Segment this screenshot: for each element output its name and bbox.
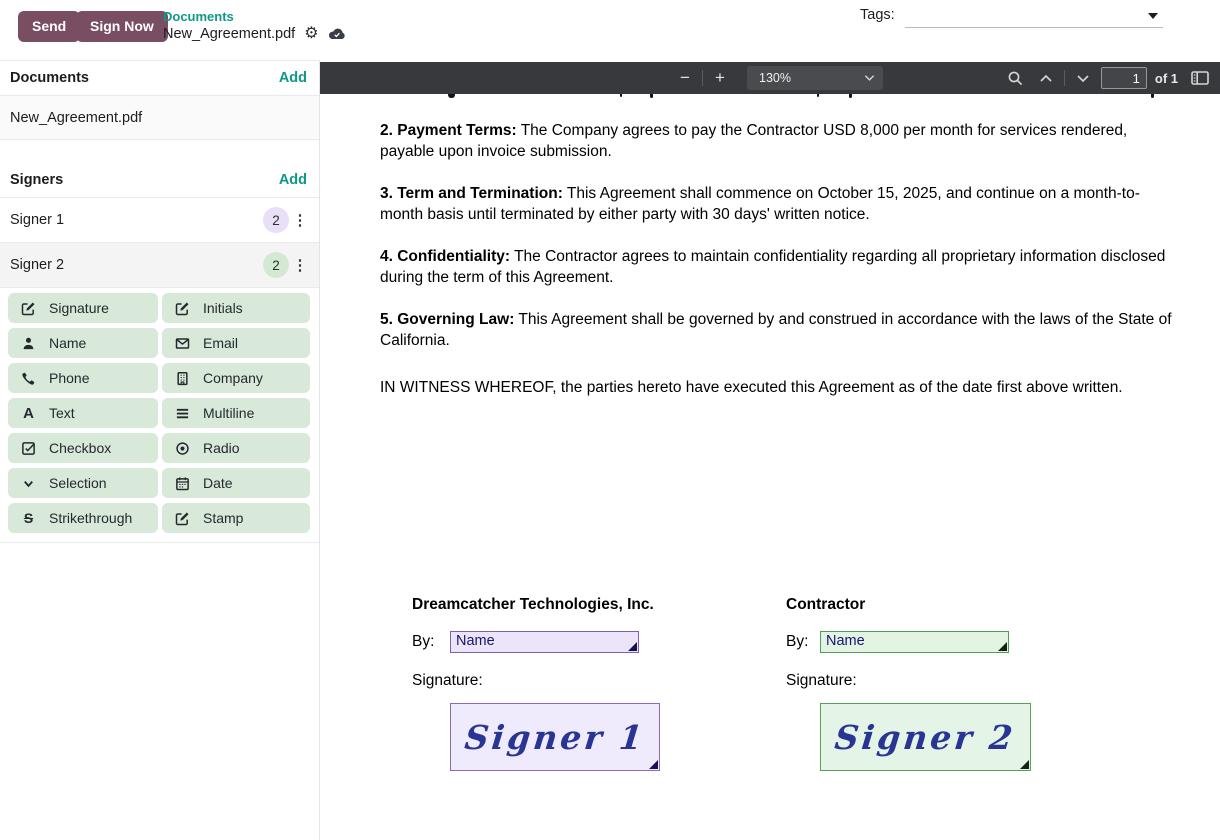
document-list-item[interactable]: New_Agreement.pdf	[0, 96, 319, 140]
field-button-strikethrough[interactable]	[8, 503, 158, 533]
signer-field-count-badge: 2	[263, 252, 289, 278]
resize-handle[interactable]	[1020, 760, 1029, 769]
sign-now-button[interactable]: Sign Now	[76, 11, 168, 42]
signer-name: Signer 1	[10, 212, 65, 228]
calendar-icon	[175, 476, 190, 491]
multiline-icon	[175, 406, 190, 421]
chevron-down-icon	[21, 476, 36, 491]
tags-control	[860, 6, 895, 24]
field-button-label: Initials	[203, 300, 243, 316]
gear-icon[interactable]: ⚙	[304, 25, 319, 42]
zoom-in-button[interactable]: +	[707, 65, 733, 91]
page-total-label: of 1	[1154, 70, 1178, 86]
signature-label: Signature:	[412, 672, 483, 689]
app-header	[0, 0, 1220, 60]
search-icon[interactable]	[1004, 66, 1028, 90]
field-button-stamp[interactable]	[162, 503, 310, 533]
toolbar-divider	[702, 70, 703, 86]
tags-label: Tags:	[860, 7, 895, 23]
field-button-label: Multiline	[203, 405, 255, 421]
resize-handle[interactable]	[628, 642, 637, 651]
field-button-company[interactable]	[162, 363, 310, 393]
signers-title: Signers	[10, 172, 64, 188]
thumbnails-panel-icon[interactable]	[1188, 66, 1212, 90]
field-button-label: Strikethrough	[49, 510, 133, 526]
chevron-down-icon	[864, 74, 875, 82]
page-controls	[1004, 62, 1212, 94]
documents-section-header	[0, 61, 319, 96]
signature-field-signer1[interactable]	[450, 703, 660, 771]
kebab-menu-icon[interactable]: ⋮	[292, 212, 308, 229]
signature-label: Signature:	[786, 672, 857, 689]
clause-heading: 5. Governing Law:	[380, 311, 515, 328]
pdf-toolbar	[320, 62, 1220, 94]
signers-section-header	[0, 163, 319, 198]
name-field-value: Name	[826, 633, 865, 649]
building-icon	[175, 371, 190, 386]
field-button-multiline[interactable]	[162, 398, 310, 428]
clause-heading: 2. Payment Terms:	[380, 122, 517, 139]
signature-script-text: Signer 2	[833, 717, 1018, 757]
field-button-label: Phone	[49, 370, 90, 386]
next-page-icon[interactable]	[1071, 66, 1095, 90]
documents-title: Documents	[10, 70, 89, 86]
field-button-date[interactable]	[162, 468, 310, 498]
radio-icon	[175, 441, 190, 456]
page-number-input[interactable]	[1101, 67, 1147, 89]
signature-field-signer2[interactable]	[820, 703, 1031, 771]
stamp-icon	[175, 511, 190, 526]
by-label: By:	[786, 633, 809, 650]
field-button-label: Email	[203, 335, 239, 351]
initials-icon	[175, 301, 190, 316]
witness-text: IN WITNESS WHEREOF, the parties hereto have executed this Agreement as of the date first above written.	[380, 379, 1123, 397]
zoom-out-button[interactable]: −	[672, 65, 698, 91]
zoom-level-value: 130%	[759, 71, 791, 85]
field-button-label: Company	[203, 370, 263, 386]
field-button-text[interactable]	[8, 398, 158, 428]
add-signer-link[interactable]: Add	[278, 172, 307, 188]
signature-block	[320, 94, 1220, 840]
clause-heading: 4. Confidentiality:	[380, 248, 511, 265]
field-button-label: Radio	[203, 440, 240, 456]
field-button-label: Checkbox	[49, 440, 112, 456]
field-button-label: Signature	[49, 300, 109, 316]
kebab-menu-icon[interactable]: ⋮	[292, 257, 308, 274]
tags-dropdown[interactable]	[905, 6, 1163, 28]
filename-row	[163, 26, 346, 42]
name-field-signer2[interactable]	[820, 631, 1009, 653]
field-button-signature[interactable]	[8, 293, 158, 323]
clause-text: The Company agrees to pay the Contractor USD 8,000 per month for services rendered, payable upon invoice submission.	[380, 122, 1128, 161]
send-button[interactable]: Send	[18, 11, 80, 42]
envelope-icon	[175, 336, 190, 351]
resize-handle[interactable]	[998, 642, 1007, 651]
field-button-name[interactable]	[8, 328, 158, 358]
strikethrough-icon: S	[23, 510, 34, 526]
add-document-link[interactable]: Add	[278, 70, 307, 86]
previous-page-icon[interactable]	[1034, 66, 1058, 90]
field-buttons-grid	[0, 288, 319, 543]
document-filename: New_Agreement.pdf	[163, 26, 296, 42]
field-button-label: Name	[49, 335, 87, 351]
signer-name: Signer 2	[10, 257, 65, 273]
sidebar	[0, 60, 320, 840]
field-button-checkbox[interactable]	[8, 433, 158, 463]
clause-text: The Contractor agrees to maintain confidentiality regarding all proprietary information disclosed during the term of this Agreement.	[380, 248, 1166, 287]
by-label: By:	[412, 633, 435, 650]
clause-text: This Agreement shall commence on October 15, 2025, and continue on a month-to-month basis until terminated by either party with 30 days' written notice.	[380, 185, 1140, 224]
cloud-check-icon	[328, 27, 346, 41]
tags-caret-icon	[1148, 13, 1158, 19]
clause-text: This Agreement shall be governed by and construed in accordance with the laws of the State of California.	[380, 311, 1172, 350]
party-name-contractor: Contractor	[786, 596, 866, 613]
signer-row-2[interactable]	[0, 243, 319, 288]
person-icon	[21, 336, 36, 351]
field-button-selection[interactable]	[8, 468, 158, 498]
field-button-email[interactable]	[162, 328, 310, 358]
field-button-phone[interactable]	[8, 363, 158, 393]
toolbar-divider	[1064, 70, 1065, 86]
name-field-signer1[interactable]	[450, 631, 639, 653]
field-button-label: Date	[203, 475, 233, 491]
field-button-label: Text	[49, 405, 75, 421]
zoom-controls	[672, 62, 883, 94]
section-spacer	[0, 140, 319, 163]
pdf-viewer	[320, 60, 1220, 840]
checkbox-icon	[21, 441, 36, 456]
name-field-value: Name	[456, 633, 495, 649]
field-button-label: Stamp	[203, 510, 244, 526]
signer-field-count-badge: 2	[263, 207, 289, 233]
party-name-company: Dreamcatcher Technologies, Inc.	[412, 596, 654, 613]
field-button-initials[interactable]	[162, 293, 310, 323]
signer-row-1[interactable]	[0, 198, 319, 243]
breadcrumb[interactable]: Documents	[163, 9, 234, 24]
pdf-page	[320, 94, 1220, 840]
clause-heading: 3. Term and Termination:	[380, 185, 563, 202]
field-button-radio[interactable]	[162, 433, 310, 463]
phone-icon	[21, 371, 36, 386]
resize-handle[interactable]	[649, 760, 658, 769]
signature-script-text: Signer 1	[462, 717, 648, 757]
zoom-level-dropdown[interactable]	[747, 66, 883, 90]
signature-icon	[21, 301, 36, 316]
field-button-label: Selection	[49, 475, 107, 491]
text-icon: A	[23, 404, 34, 422]
